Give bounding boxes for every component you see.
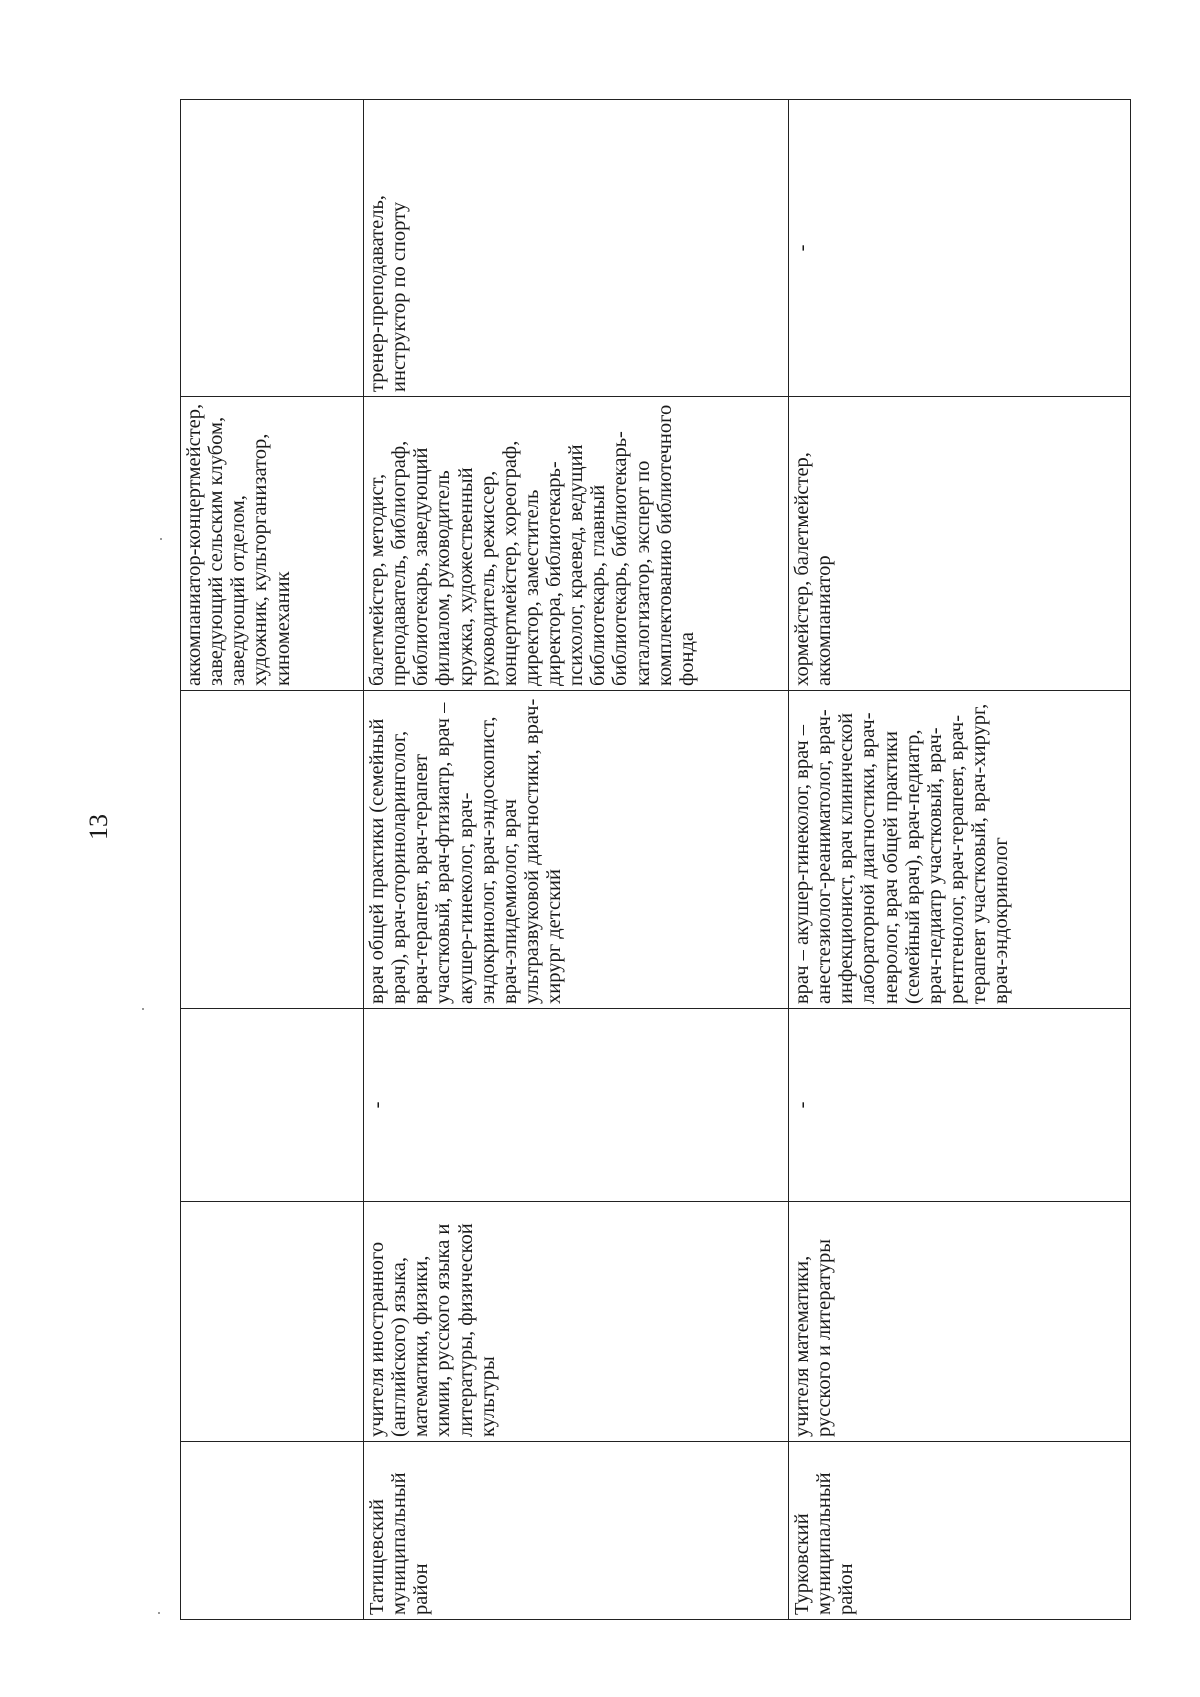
page-number: 13 [84, 814, 113, 840]
scan-speck [158, 1612, 160, 1614]
culture-cell: балетмейстер, методист, преподаватель, библиограф, библиотекарь, заведующий филиалом, руководитель кружка, художественный руководитель, режиссер, концертмейстер, хореограф, директор, заместитель директора, библиотекарь-психолог, краевед, ведущий библиотекарь, главный библиотекарь, библиотекарь-каталогизатор, эксперт по комплектованию библиотечного фонда [364, 397, 789, 691]
rotated-table-container [180, 100, 1130, 1620]
teachers-cell [181, 1202, 364, 1442]
district-cell: Татищевский муниципальный район [364, 1442, 789, 1620]
teachers-cell: учителя математики, русского и литературы [789, 1202, 1131, 1442]
table-row [181, 100, 364, 1620]
doctors-cell: врач общей практики (семейный врач), врач-оториноларинголог, врач-терапевт, врач-терапевт участковый, врач-фтизиатр, врач – акушер-гинеколог, врач-эндокринолог, врач-эндоскопист, врач-эпидемиолог, врач ультразвуковой диагностики, врач-хирург детский [364, 691, 789, 1009]
culture-cell: хормейстер, балетмейстер, аккомпаниатор [789, 397, 1131, 691]
table-row [364, 100, 789, 1620]
sports-cell: тренер-преподаватель, инструктор по спорту [364, 100, 789, 397]
sports-cell [181, 100, 364, 397]
scan-speck [142, 1008, 144, 1010]
district-cell: Турковский муниципальный район [789, 1442, 1131, 1620]
doctors-cell: врач – акушер-гинеколог, врач – анестезиолог-реаниматолог, врач-инфекционист, врач клинической лабораторной диагностики, врач-невролог, врач общей практики (семейный врач), врач-педиатр, врач-педиатр участковый, врач-рентгенолог, врач-терапевт, врач-терапевт участковый, врач-хирург, врач-эндокринолог [789, 691, 1131, 1009]
culture-cell: аккомпаниатор-концертмейстер, заведующий сельским клубом, заведующий отделом, художник, культорганизатор, киномеханик [181, 397, 364, 691]
doctors-cell [181, 691, 364, 1009]
sports-cell: - [789, 100, 1131, 397]
table-row [789, 100, 1131, 1620]
teachers-cell: учителя иностранного (английского) языка, математики, физики, химии, русского языка и литературы, физической культуры [364, 1202, 789, 1442]
column-3-cell: - [364, 1009, 789, 1202]
district-cell [181, 1442, 364, 1620]
column-3-cell [181, 1009, 364, 1202]
scan-speck [160, 538, 162, 540]
vacancy-table [180, 99, 1131, 1620]
column-3-cell: - [789, 1009, 1131, 1202]
